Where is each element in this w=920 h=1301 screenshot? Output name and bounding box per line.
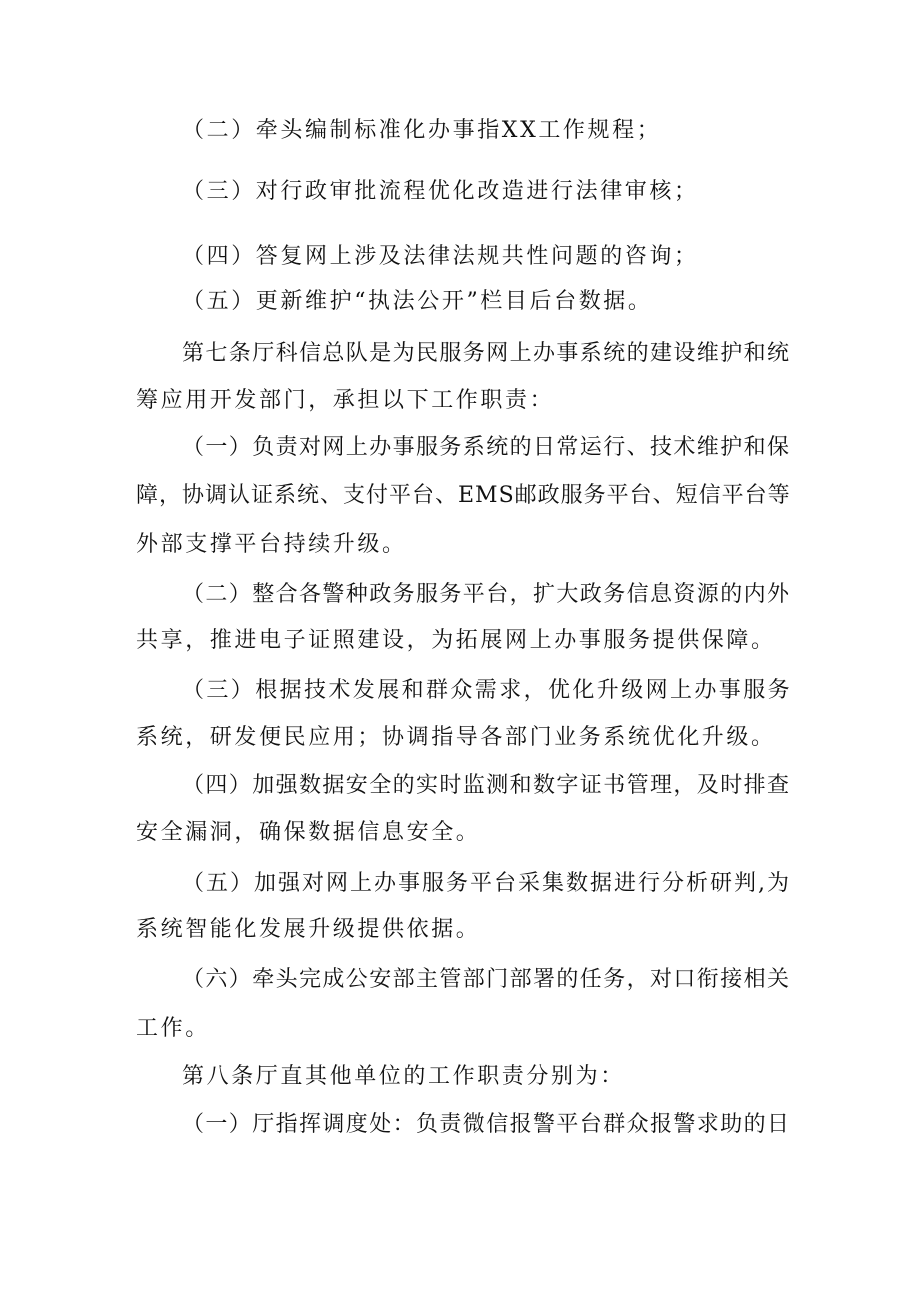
text-line: 第八条厅直其他单位的工作职责分别为： xyxy=(182,1064,625,1089)
text-line: （五）加强对网上办事服务平台采集数据进行分析研判,为 xyxy=(182,871,791,896)
text-line: 外部支撑平台持续升级。 xyxy=(136,532,407,557)
text-line: 系统，研发便民应用；协调指导各部门业务系统优化升级。 xyxy=(136,725,776,750)
text-line: （一）负责对网上办事服务系统的日常运行、技术维护和保 xyxy=(182,435,791,460)
text-line: 障，协调认证系统、支付平台、EMS邮政服务平台、短信平台等 xyxy=(136,483,791,508)
text-line: 系统智能化发展升级提供依据。 xyxy=(136,917,481,942)
text-line: 筹应用开发部门，承担以下工作职责： xyxy=(136,388,555,413)
text-line: （一）厅指挥调度处：负责微信报警平台群众报警求助的日 xyxy=(182,1112,791,1137)
text-line: 安全漏洞，确保数据信息安全。 xyxy=(136,820,481,845)
text-line: 第七条厅科信总队是为民服务网上办事系统的建设维护和统 xyxy=(182,341,791,366)
text-line: （二）整合各警种政务服务平台，扩大政务信息资源的内外 xyxy=(182,582,791,607)
text-line: 共享，推进电子证照建设，为拓展网上办事服务提供保障。 xyxy=(136,628,776,653)
text-line: （三）根据技术发展和群众需求，优化升级网上办事服务 xyxy=(182,678,793,703)
text-line: （四）答复网上涉及法律法规共性问题的咨询； xyxy=(182,244,699,269)
text-line: （三）对行政审批流程优化改造进行法律审核； xyxy=(182,179,699,204)
text-line: （四）加强数据安全的实时监测和数字证书管理，及时排查 xyxy=(182,773,791,798)
text-line: （六）牵头完成公安部主管部门部署的任务，对口衔接相关 xyxy=(182,967,791,992)
text-line: 工作。 xyxy=(136,1016,210,1041)
text-line: （二）牵头编制标准化办事指XX工作规程； xyxy=(182,118,662,143)
text-line: （五）更新维护“执法公开”栏目后台数据。 xyxy=(182,289,653,314)
